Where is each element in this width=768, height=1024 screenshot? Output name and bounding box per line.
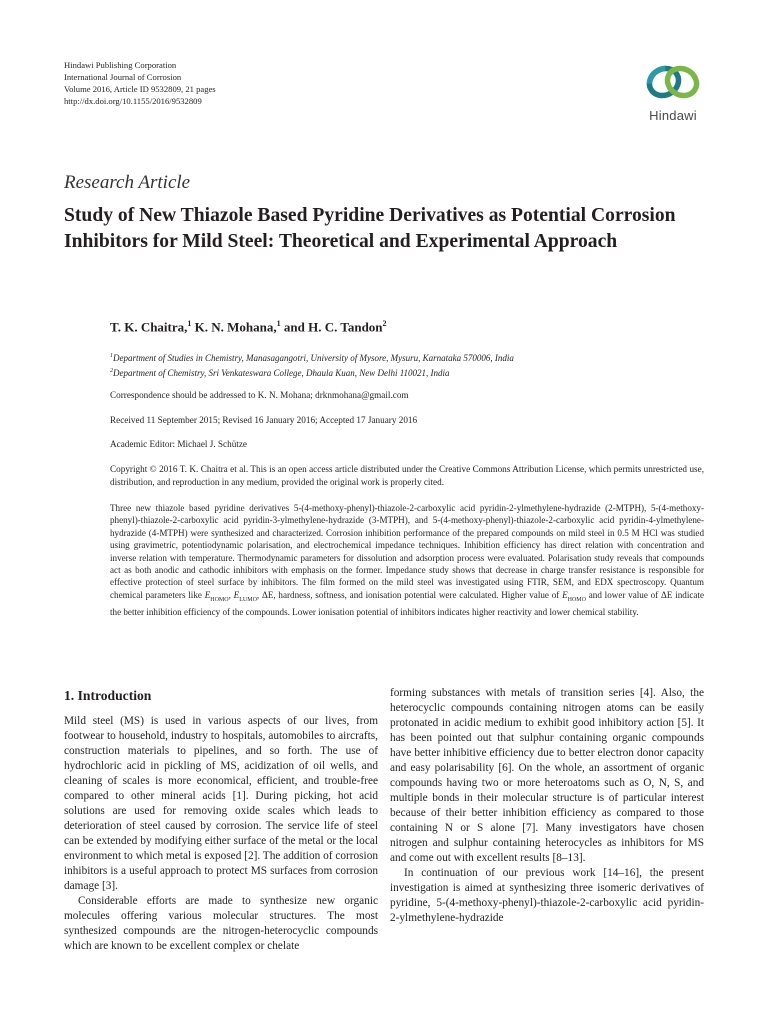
author-name: K. N. Mohana, bbox=[194, 319, 277, 335]
abstract-text: Three new thiazole based pyridine derivatives 5-(4-methoxy-phenyl)-thiazole-2-carboxylic acid pyridin-2-ylmethylene-hydrazide (2-MTPH), 5-(4-methoxy-phenyl)-thiazole-2-carboxylic acid pyridin-3-ylmethylene-hydrazide (3-MTPH), and 5-(4-methoxy-phenyl)-thiazole-2-carboxylic acid pyridin-4-ylmethylene-hydrazide (4-MTPH) were synthesized and characterized. Corrosion inhibition performance of the prepared compounds on mild steel in 0.5 M HCl was studied using gravimetric, potentiodynamic polarisation, and electrochemical impedance techniques. Inhibition efficiency has direct relation with concentration and inverse relation with temperature. Thermodynamic parameters for dissolution and adsorption process were evaluated. Polarisation study reveals that compounds act as both anodic and cathodic inhibitors with emphasis on the former. Impedance study shows that decrease in charge transfer resistance is responsible for effective protection of steel surface by inhibitors. The film formed on the mild steel was investigated using FTIR, SEM, and EDX spectroscopy. Quantum chemical parameters like bbox=[110, 503, 704, 600]
section-heading: 1. Introduction bbox=[64, 688, 152, 703]
paragraph: Mild steel (MS) is used in various aspects of our lives, from footwear to household, industry to hospitals, automobiles to aircrafts, construction materials to pipelines, and so forth. The use of hydrochloric acid in pickling of MS, acidization of oil wells, and cleaning of scales is more economical, efficient, and trouble-free compared to other mineral acids [1]. During picking, hot acid solutions are used for removing oxide scales which leads to deterioration of steel caused by corrosion. The service life of steel can be extended by modifying either surface of the metal or the local environment to which metal is exposed [2]. The addition of corrosion inhibitors is a useful approach to protect MS surfaces from corrosion damage [3]. bbox=[64, 715, 378, 892]
volume-info: Volume 2016, Article ID 9532809, 21 pages bbox=[64, 84, 216, 94]
hindawi-logo-icon bbox=[641, 58, 705, 106]
author-affiliation-mark: 1 bbox=[276, 319, 281, 328]
article-type: Research Article bbox=[64, 172, 191, 193]
abstract bbox=[110, 502, 704, 618]
subscript-homo: HOMO bbox=[210, 596, 229, 603]
right-column bbox=[390, 686, 704, 926]
logo-text: Hindawi bbox=[649, 108, 697, 123]
subscript-lumo: LUMO bbox=[239, 596, 257, 603]
author-name: T. K. Chaitra, bbox=[110, 319, 188, 335]
paragraph: In continuation of our previous work [14–16], the present investigation is aimed at synthesizing three isomeric derivatives of pyridine, 5-(4-methoxy-phenyl)-thiazole-2-carboxylic acid pyridin-2-ylmethylene-hydrazide bbox=[390, 867, 704, 924]
symbol-e: E bbox=[562, 589, 568, 600]
affiliation-item bbox=[110, 350, 514, 365]
separator: , bbox=[228, 589, 234, 600]
correspondence: Correspondence should be addressed to K. N. Mohana; drknmohana@gmail.com bbox=[110, 390, 409, 400]
affiliation-text: Department of Chemistry, Sri Venkateswara College, Dhaula Kuan, New Delhi 110021, India bbox=[113, 367, 450, 378]
author-affiliation-mark: 2 bbox=[382, 319, 387, 328]
abstract-text: indicate the better inhibition efficiency of the compounds. Lower ionisation potential of inhibitors indicates higher reactivity and lower chemical stability. bbox=[110, 589, 704, 618]
publisher-name: Hindawi Publishing Corporation bbox=[64, 60, 177, 70]
paragraph: Considerable efforts are made to synthesize new organic molecules offering various molecular structures. The most synthesized compounds are the nitrogen-heterocyclic compounds which are known to be excellent complex or chelate bbox=[64, 895, 378, 952]
copyright-notice: Copyright © 2016 T. K. Chaitra et al. This is an open access article distributed under the Creative Commons Attribution License, which permits unrestricted use, distribution, and reproduction in any medium, provided the original work is properly cited. bbox=[110, 464, 704, 487]
subscript-homo: HOMO bbox=[567, 596, 586, 603]
affiliation-number: 2 bbox=[110, 367, 113, 374]
article-title: Study of New Thiazole Based Pyridine Derivatives as Potential Corrosion Inhibitors for Mild Steel: Theoretical and Experimental Approach bbox=[64, 205, 676, 252]
publication-info bbox=[64, 59, 216, 107]
symbol-e: E bbox=[204, 589, 211, 600]
paragraph: forming substances with metals of transition series [4]. Also, the heterocyclic compounds containing nitrogen atoms can be easily protonated in acidic medium to exhibit good inhibitory action [5]. It has been pointed out that sulphur containing organic compounds have better inhibitive efficiency due to better electron donor capacity and easy polarisability [6]. On the whole, an assortment of organic compounds having two or more heteroatoms such as O, N, S, and multiple bonds in their molecular structure is of particular interest because of their better inhibition efficiency as compared to those containing N or S alone [7]. Many investigators have chosen nitrogen and sulphur containing heterocycles as inhibitors for MS and come out with excellent results [8–13]. bbox=[390, 687, 704, 864]
affiliation-item bbox=[110, 365, 514, 380]
author-list bbox=[110, 319, 387, 335]
separator: , bbox=[256, 589, 262, 600]
left-column bbox=[64, 688, 378, 954]
abstract-text: and lower value of bbox=[585, 589, 662, 600]
affiliation-number: 1 bbox=[110, 353, 113, 359]
journal-name: International Journal of Corrosion bbox=[64, 72, 182, 82]
affiliation-text: Department of Studies in Chemistry, Manasagangotri, University of Mysore, Mysuru, Karnataka 570006, India bbox=[113, 353, 514, 363]
hindawi-logo[interactable] bbox=[636, 58, 710, 123]
author-name: and H. C. Tandon bbox=[283, 319, 383, 335]
article-dates: Received 11 September 2015; Revised 16 January 2016; Accepted 17 January 2016 bbox=[110, 415, 418, 425]
symbol-delta-e: ΔE bbox=[261, 589, 274, 600]
symbol-delta-e: ΔE bbox=[661, 589, 673, 600]
abstract-text: , hardness, softness, and ionisation potential were calculated. Higher value of bbox=[273, 589, 563, 600]
author-affiliation-mark: 1 bbox=[187, 319, 192, 328]
academic-editor: Academic Editor: Michael J. Schütze bbox=[110, 439, 248, 449]
doi-link[interactable]: http://dx.doi.org/10.1155/2016/9532809 bbox=[64, 96, 202, 106]
affiliation-list bbox=[110, 350, 514, 379]
symbol-e: E bbox=[233, 589, 240, 600]
